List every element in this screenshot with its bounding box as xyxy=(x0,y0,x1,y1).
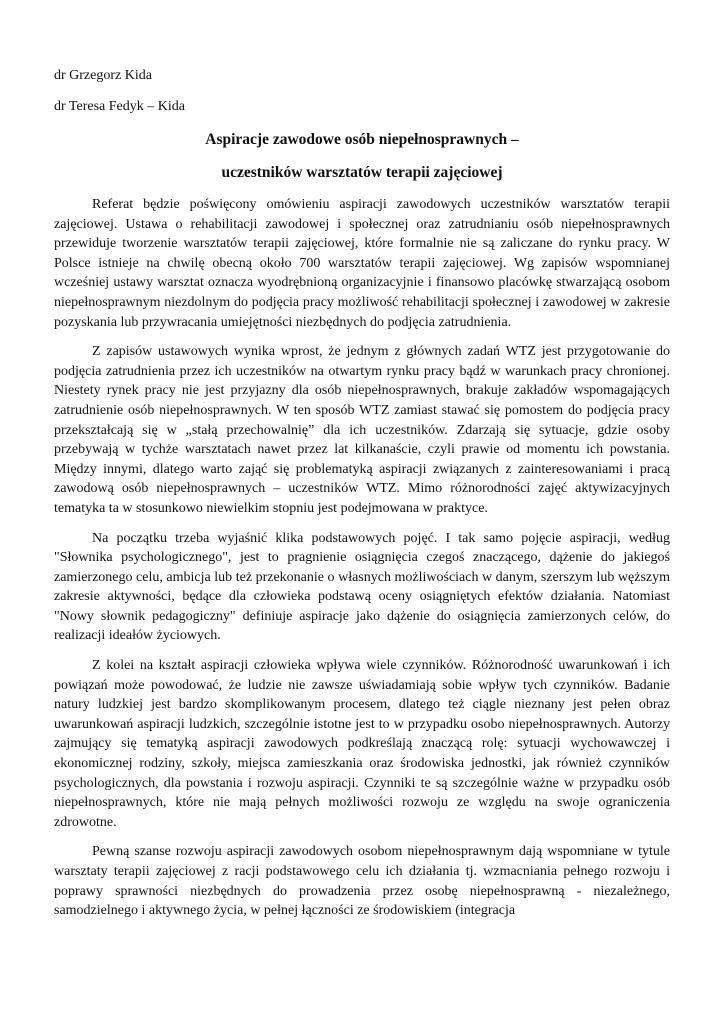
body-paragraph: Pewną szanse rozwoju aspiracji zawodowych osobom niepełnosprawnym dają wspomniane w tytule warsztaty terapii zajęciowej z racji podstawowego celu ich działania tj. wzmacniania pełnego rozwoju i poprawy sprawności niezbędnych do prowadzenia przez osobę niepełnosprawną - niezależnego, samodzielnego i aktywnego życia, w pełnej łączności ze środowiskiem (integracja xyxy=(54,844,670,919)
author-line: dr Grzegorz Kida xyxy=(54,68,152,83)
author-line: dr Teresa Fedyk – Kida xyxy=(54,99,185,114)
body-paragraph: Na początku trzeba wyjaśnić klika podstawowych pojęć. I tak samo pojęcie aspiracji, według "Słownika psychologicznego", jest to pragnienie osiągnięcia czegoś znaczącego, dążenie do jakiegoś zamierzonego celu, ambicja lub też przekonanie o własnych możliwościach w danym, szerszym lub węższym zakresie aktywności, będące dla człowieka podstawą oceny osiągniętych efektów działania. Natomiast "Nowy słownik pedagogiczny" definiuje aspiracje jako dążenie do osiągnięcia zamierzonych celów, do realizacji ideałów życiowych. xyxy=(54,530,670,644)
body-paragraph: Referat będzie poświęcony omówieniu aspiracji zawodowych uczestników warsztatów terapii zajęciowej. Ustawa o rehabilitacji zawodowej i społecznej oraz zatrudnianiu osób niepełnosprawnych przewiduje tworzenie warsztatów terapii zajęciowej, które formalnie nie są zaliczane do rynku pracy. W Polsce istnieje na chwilę obecną około 700 warsztatów terapii zajęciowej. Wg zapisów wspomnianej wcześniej ustawy warsztat oznacza wyodrębnioną organizacyjnie i finansowo placówkę stwarzającą osobom niepełnosprawnym niezdolnym do podjęcia pracy możliwość rehabilitacji społecznej i zawodowej w zakresie pozyskania lub przywracania umiejętności niezbędnych do podjęcia zatrudnienia. xyxy=(54,197,670,330)
document-title-line-1: Aspiracje zawodowe osób niepełnosprawnych – xyxy=(205,131,519,148)
document-title-line-2: uczestników warsztatów terapii zajęciowej xyxy=(221,164,503,181)
document-page xyxy=(54,66,670,931)
body-paragraph: Z zapisów ustawowych wynika wprost, że jednym z głównych zadań WTZ jest przygotowanie do podjęcia zatrudnienia przez ich uczestników na otwartym rynku pracy bądź w warunkach pracy chronionej. Niestety rynek pracy nie jest przyjazny dla osób niepełnosprawnych, brakuje zakładów wspomagających zatrudnienie osób niepełnosprawnych. W ten sposób WTZ zamiast stawać się pomostem do podjęcia pracy przekształcają się w „stałą przechowalnię” dla ich uczestników. Zdarzają się sytuacje, gdzie osoby przebywają w tychże warsztatach nawet przez lat kilkanaście, czyli prawie od momentu ich powstania. Między innymi, dlatego warto zająć się problematyką aspiracji związanych z zainteresowaniami i pracą zawodową osób niepełnosprawnych – uczestników WTZ. Mimo różnorodności zajęć aktywizacyjnych tematyka ta w stosunkowo niewielkim stopniu jest podejmowana w praktyce. xyxy=(54,344,670,516)
body-paragraph: Z kolei na kształt aspiracji człowieka wpływa wiele czynników. Różnorodność uwarunkowań i ich powiązań może powodować, że ludzie nie zawsze uświadamiają sobie wpływ tych czynników. Badanie natury ludzkiej jest bardzo skomplikowanym procesem, dlatego też ciągle nieznany jest pełen obraz uwarunkowań aspiracji ludzkich, szczególnie istotne jest to w przypadku osobo niepełnosprawnych. Autorzy zajmujący się tematyką aspiracji zawodowych podkreślają znaczącą rolę: sytuacji wychowawczej i ekonomicznej rodziny, szkoły, miejsca zamieszkania oraz środowiska jednostki, jak również czynników psychologicznych, dla powstania i rozwoju aspiracji. Czynniki te są szczególnie ważne w przypadku osób niepełnosprawnych, które nie mają pełnych możliwości rozwoju ze względu na swoje ograniczenia zdrowotne. xyxy=(54,658,670,830)
